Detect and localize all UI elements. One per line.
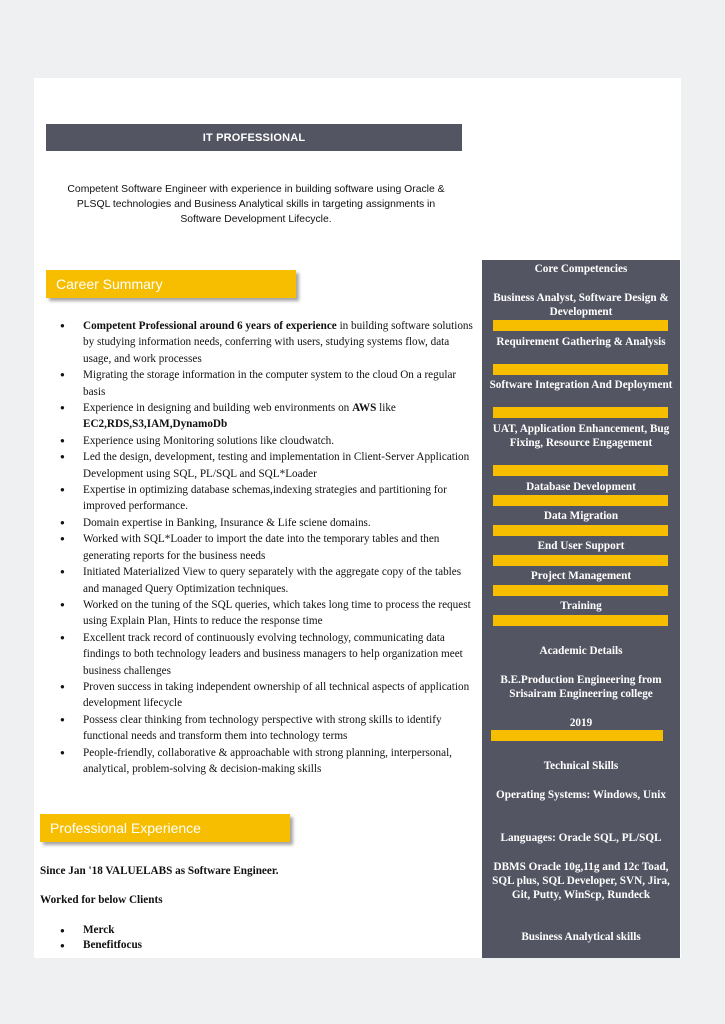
divider: [491, 730, 663, 741]
divider: [493, 585, 668, 596]
list-item: ● Migrating the storage information in the computer system to the cloud On a regular basis: [56, 367, 476, 400]
list-item: ● Possess clear thinking from technology perspective with strong skills to identify functional needs and transform them into technology terms: [56, 712, 476, 745]
competency-item: Database Development: [526, 481, 636, 493]
divider: [493, 465, 668, 476]
sidebar-panel: [482, 260, 680, 958]
academic-details-heading: Academic Details: [539, 645, 623, 657]
competency-item: Requirement Gathering & Analysis: [496, 336, 666, 348]
page-title: IT PROFESSIONAL: [46, 124, 462, 151]
resume-page: [34, 78, 681, 958]
list-item: ● Excellent track record of continuously evolving technology, communicating data findings to both technology leaders and business managers to help organization meet business challenges: [56, 630, 476, 679]
career-summary-heading: Career Summary: [46, 270, 296, 298]
career-summary-list: [56, 318, 476, 777]
academic-degree: B.E.Production Engineering from Srisairam Engineering college: [500, 674, 662, 701]
list-item: ● Worked with SQL*Loader to import the date into the temporary tables and then generating reports for the business needs: [56, 531, 476, 564]
list-item: ● People-friendly, collaborative & approachable with strong planning, interpersonal, analytical, problem-solving & decision-making skills: [56, 745, 476, 778]
list-item: ● Experience in designing and building web environments on AWS like EC2,RDS,S3,IAM,DynamoDb: [56, 400, 476, 433]
list-item: ● Merck: [56, 923, 142, 938]
list-item: ● Initiated Materialized View to query separately with the aggregate copy of the tables and managed Query Optimization techniques.: [56, 564, 476, 597]
list-item: ● Experience using Monitoring solutions like cloudwatch.: [56, 433, 476, 449]
business-analytical-heading: Business Analytical skills: [521, 931, 641, 943]
core-competencies-heading: Core Competencies: [534, 263, 628, 275]
divider: [493, 407, 668, 418]
divider: [493, 615, 668, 626]
divider: [493, 555, 668, 566]
skill-languages: Languages: Oracle SQL, PL/SQL: [500, 832, 662, 844]
list-item: ● Worked on the tuning of the SQL queries, which takes long time to process the request using Explain Plan, Hints to reduce the response time: [56, 597, 476, 630]
list-item: ● Domain expertise in Banking, Insurance & Life sciene domains.: [56, 515, 476, 531]
profile-summary: Competent Software Engineer with experience in building software using Oracle & PLSQL technologies and Business Analytical skills in targeting assignments in Software Development Lifecycle.: [67, 184, 445, 225]
divider: [493, 320, 668, 331]
competency-item: Project Management: [530, 570, 632, 582]
skill-os: Operating Systems: Windows, Unix: [496, 789, 666, 801]
list-item: ● Competent Professional around 6 years of experience in building software solutions by studying information needs, conferring with users, studying systems flow, data usage, and work processes: [56, 318, 476, 367]
competency-item: End User Support: [537, 540, 625, 552]
list-item: ● Benefitfocus: [56, 938, 142, 953]
technical-skills-heading: Technical Skills: [543, 760, 619, 772]
competency-item: UAT, Application Enhancement, Bug Fixing, Resource Engagement: [492, 423, 670, 450]
competency-item: Software Integration And Deployment: [489, 379, 673, 391]
divider: [493, 525, 668, 536]
divider: [493, 495, 668, 506]
competency-item: Data Migration: [543, 510, 619, 522]
competency-item: Training: [560, 600, 602, 612]
list-item: ● Expertise in optimizing database schemas,indexing strategies and partitioning for improved performance.: [56, 482, 476, 515]
experience-clients-label: Worked for below Clients: [40, 894, 163, 906]
competency-item: Business Analyst, Software Design & Development: [493, 292, 669, 319]
professional-experience-heading: Professional Experience: [40, 814, 290, 842]
skill-dbms: DBMS Oracle 10g,11g and 12c Toad, SQL plus, SQL Developer, SVN, Jira, Git, Putty, WinScp, Rundeck: [492, 861, 670, 902]
client-list: [56, 923, 142, 953]
academic-year: 2019: [569, 717, 593, 729]
list-item: ● Led the design, development, testing and implementation in Client-Server Application Development using SQL, PL/SQL and SQL*Loader: [56, 449, 476, 482]
divider: [493, 364, 668, 375]
experience-role: Since Jan '18 VALUELABS as Software Engineer.: [40, 865, 279, 877]
list-item: ● Proven success in taking independent ownership of all technical aspects of application development lifecycle: [56, 679, 476, 712]
